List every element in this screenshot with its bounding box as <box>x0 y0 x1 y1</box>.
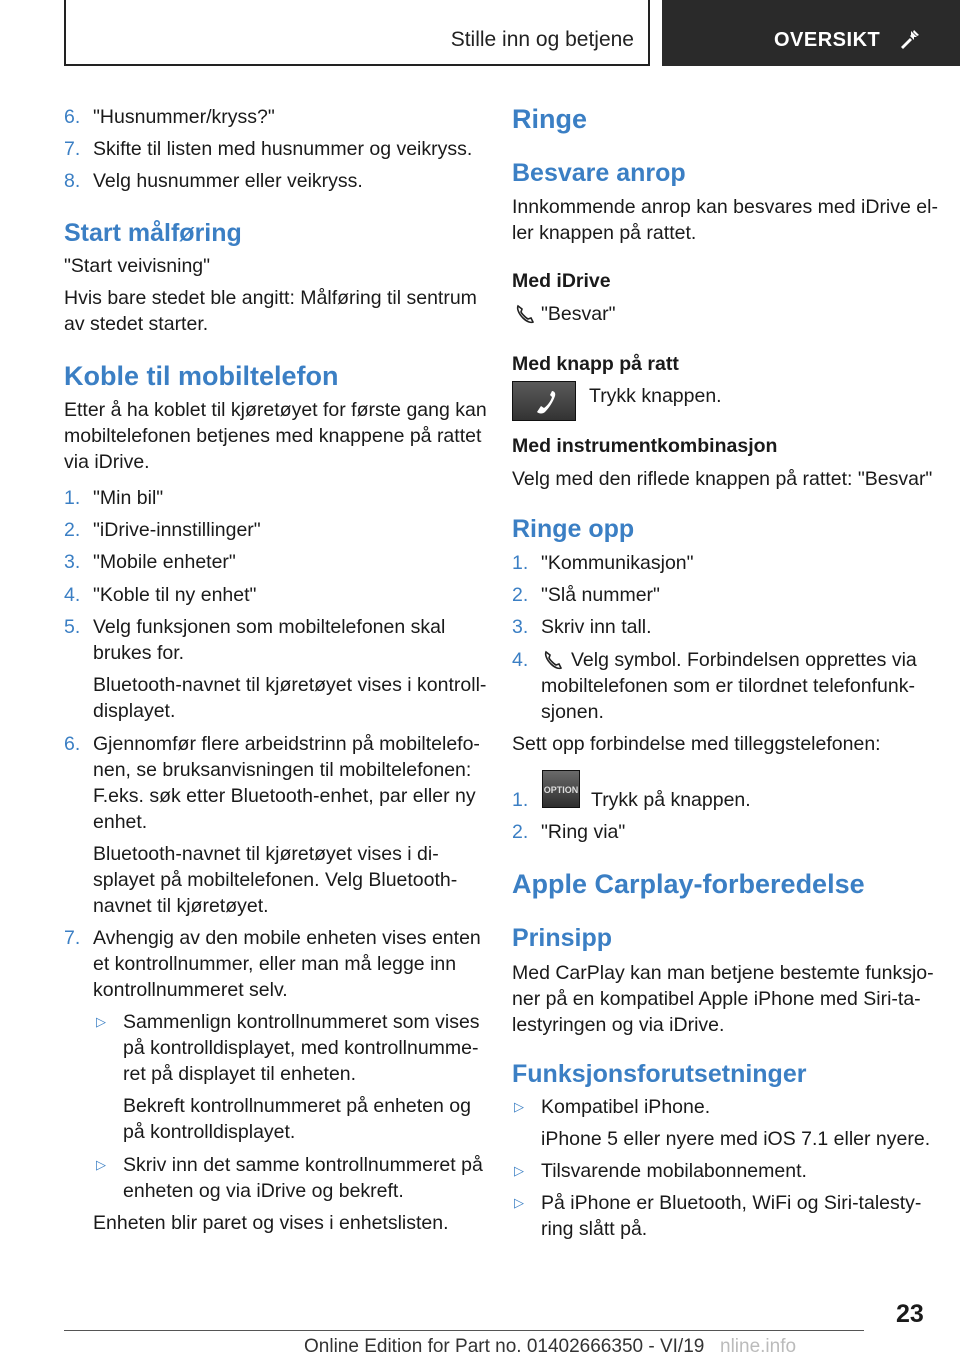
list-number: 7. <box>64 927 81 949</box>
bullet-item-note: Bekreft kontrollnummeret på enheten og <box>123 1095 471 1117</box>
list-item-continuation: F.eks. søk etter Bluetooth-enhet, par eller ny <box>93 785 476 807</box>
list-item-continuation: brukes for. <box>93 642 185 664</box>
list-item: "Kommunikasjon" <box>541 552 694 574</box>
list-item-continuation: kontrollnummeret selv. <box>93 979 288 1001</box>
list-item: "Slå nummer" <box>541 584 660 606</box>
list-item: Skriv inn tall. <box>541 616 652 638</box>
list-item-note: splayet på mobiltelefonen. Velg Bluetooth- <box>93 869 458 891</box>
paragraph-line: ler knappen på rattet. <box>512 222 697 244</box>
list-item-note: navnet til kjøretøyet. <box>93 895 269 917</box>
bullet-item-note: iPhone 5 eller nyere med iOS 7.1 eller nyere. <box>541 1128 931 1150</box>
bullet-item-continuation: på kontrolldisplayet, med kontrollnumme- <box>123 1037 479 1059</box>
header-section-box <box>64 0 650 66</box>
list-number: 4. <box>64 584 81 606</box>
phone-symbol-icon <box>542 649 564 671</box>
header-chapter-box <box>662 0 960 66</box>
paragraph-line: Med CarPlay kan man betjene bestemte funksjo- <box>512 962 934 984</box>
list-number: 6. <box>64 106 81 128</box>
steering-phone-button <box>512 381 576 421</box>
list-number: 8. <box>64 170 81 192</box>
heading-apple-carplay: Apple Carplay-forberedelse <box>512 869 865 899</box>
paragraph-line: Innkommende anrop kan besvares med iDrive el- <box>512 196 938 218</box>
list-item: "iDrive-innstillinger" <box>93 519 261 541</box>
bullet-triangle-icon: ▷ <box>96 1157 106 1172</box>
bullet-item-continuation: ret på displayet til enheten. <box>123 1063 357 1085</box>
paragraph-line: ner på en kompatibel Apple iPhone med Siri-ta- <box>512 988 921 1010</box>
list-item-note: Bluetooth-navnet til kjøretøyet vises i di- <box>93 843 439 865</box>
heading-prinsipp: Prinsipp <box>512 924 613 952</box>
list-item: Velg symbol. Forbindelsen opprettes via <box>571 649 917 671</box>
list-number: 4. <box>512 649 529 671</box>
phone-icon <box>513 382 577 422</box>
footer-rule <box>64 1330 864 1331</box>
bullet-item-continuation: enheten og via iDrive og bekreft. <box>123 1180 404 1202</box>
list-item: Trykk på knappen. <box>591 789 751 811</box>
bullet-item: Sammenlign kontrollnummeret som vises <box>123 1011 480 1033</box>
list-item-continuation: enhet. <box>93 811 148 833</box>
list-item: "Min bil" <box>93 487 164 509</box>
paragraph-line: Sett opp forbindelse med tilleggstelefonen: <box>512 733 881 755</box>
list-number: 1. <box>64 487 81 509</box>
list-item: Avhengig av den mobile enheten vises enten <box>93 927 481 949</box>
list-item-note: Bluetooth-navnet til kjøretøyet vises i kontroll- <box>93 674 487 696</box>
paragraph-line: via iDrive. <box>64 451 150 473</box>
list-item: Velg husnummer eller veikryss. <box>93 170 363 192</box>
list-number: 2. <box>64 519 81 541</box>
option-button: OPTION <box>542 770 580 808</box>
wrench-icon <box>898 27 922 51</box>
list-item: Velg funksjonen som mobiltelefonen skal <box>93 616 446 638</box>
bullet-triangle-icon: ▷ <box>514 1163 524 1178</box>
footer-watermark: nline.info <box>720 1336 797 1357</box>
label-med-idrive: Med iDrive <box>512 270 611 292</box>
header-section-title: Stille inn og betjene <box>450 28 634 51</box>
header-chapter-title: OVERSIKT <box>774 29 881 51</box>
bullet-item-continuation: ring slått på. <box>541 1218 648 1240</box>
paragraph-line: mobiltelefonen betjenes med knappene på rattet <box>64 425 482 447</box>
bullet-item: På iPhone er Bluetooth, WiFi og Siri-talesty- <box>541 1192 922 1214</box>
bullet-triangle-icon: ▷ <box>514 1195 524 1210</box>
list-number: 2. <box>512 821 529 843</box>
bullet-item: Skriv inn det samme kontrollnummeret på <box>123 1154 483 1176</box>
list-number: 1. <box>512 789 529 811</box>
list-item: Skifte til listen med husnummer og veikryss. <box>93 138 473 160</box>
list-item: "Husnummer/kryss?" <box>93 106 275 128</box>
heading-besvare-anrop: Besvare anrop <box>512 159 686 187</box>
bullet-item: Tilsvarende mobilabonnement. <box>541 1160 807 1182</box>
bullet-triangle-icon: ▷ <box>96 1014 106 1029</box>
paragraph-line: Enheten blir paret og vises i enhetslisten. <box>93 1212 449 1234</box>
paragraph-line: "Start veivisning" <box>64 255 211 277</box>
paragraph-line: Etter å ha koblet til kjøretøyet for første gang kan <box>64 399 487 421</box>
list-number: 1. <box>512 552 529 574</box>
list-item-continuation: nen, se bruksanvisningen til mobiltelefonen: <box>93 759 472 781</box>
list-number: 3. <box>64 551 81 573</box>
list-item: Gjennomfør flere arbeidstrinn på mobiltelefo- <box>93 733 480 755</box>
paragraph-line: Velg med den riflede knappen på rattet: "Besvar" <box>512 468 933 490</box>
bullet-item: Kompatibel iPhone. <box>541 1096 711 1118</box>
list-number: 6. <box>64 733 81 755</box>
paragraph-line: av stedet starter. <box>64 313 209 335</box>
heading-start-malforing: Start målføring <box>64 219 242 247</box>
list-number: 7. <box>64 138 81 160</box>
ratt-trykk-text: Trykk knappen. <box>589 385 722 407</box>
page-number: 23 <box>896 1300 924 1328</box>
phone-answer-icon <box>514 303 536 325</box>
list-item-continuation: et kontrollnummer, eller man må legge inn <box>93 953 457 975</box>
heading-funksjonsforutsetninger: Funksjonsforutsetninger <box>512 1060 807 1088</box>
bullet-triangle-icon: ▷ <box>514 1099 524 1114</box>
list-item-note: displayet. <box>93 700 176 722</box>
list-item-continuation: sjonen. <box>541 701 604 723</box>
heading-ringe: Ringe <box>512 104 588 134</box>
list-number: 5. <box>64 616 81 638</box>
list-item: "Ring via" <box>541 821 626 843</box>
heading-koble-til-mobiltelefon: Koble til mobiltelefon <box>64 361 339 391</box>
list-number: 3. <box>512 616 529 638</box>
label-med-instrumentkombinasjon: Med instrumentkombinasjon <box>512 435 778 457</box>
list-item: "Mobile enheter" <box>93 551 236 573</box>
list-item: "Koble til ny enhet" <box>93 584 257 606</box>
paragraph-line: Hvis bare stedet ble angitt: Målføring til sentrum <box>64 287 477 309</box>
footer-edition: Online Edition for Part no. 01402666350 - VI/19 <box>304 1336 705 1357</box>
bullet-item-note: på kontrolldisplayet. <box>123 1121 296 1143</box>
list-number: 2. <box>512 584 529 606</box>
list-item-continuation: mobiltelefonen som er tilordnet telefonfunk- <box>541 675 915 697</box>
label-med-knapp-pa-ratt: Med knapp på ratt <box>512 353 679 375</box>
idrive-besvar-text: "Besvar" <box>541 303 616 325</box>
heading-ringe-opp: Ringe opp <box>512 515 635 543</box>
paragraph-line: lestyringen og via iDrive. <box>512 1014 725 1036</box>
